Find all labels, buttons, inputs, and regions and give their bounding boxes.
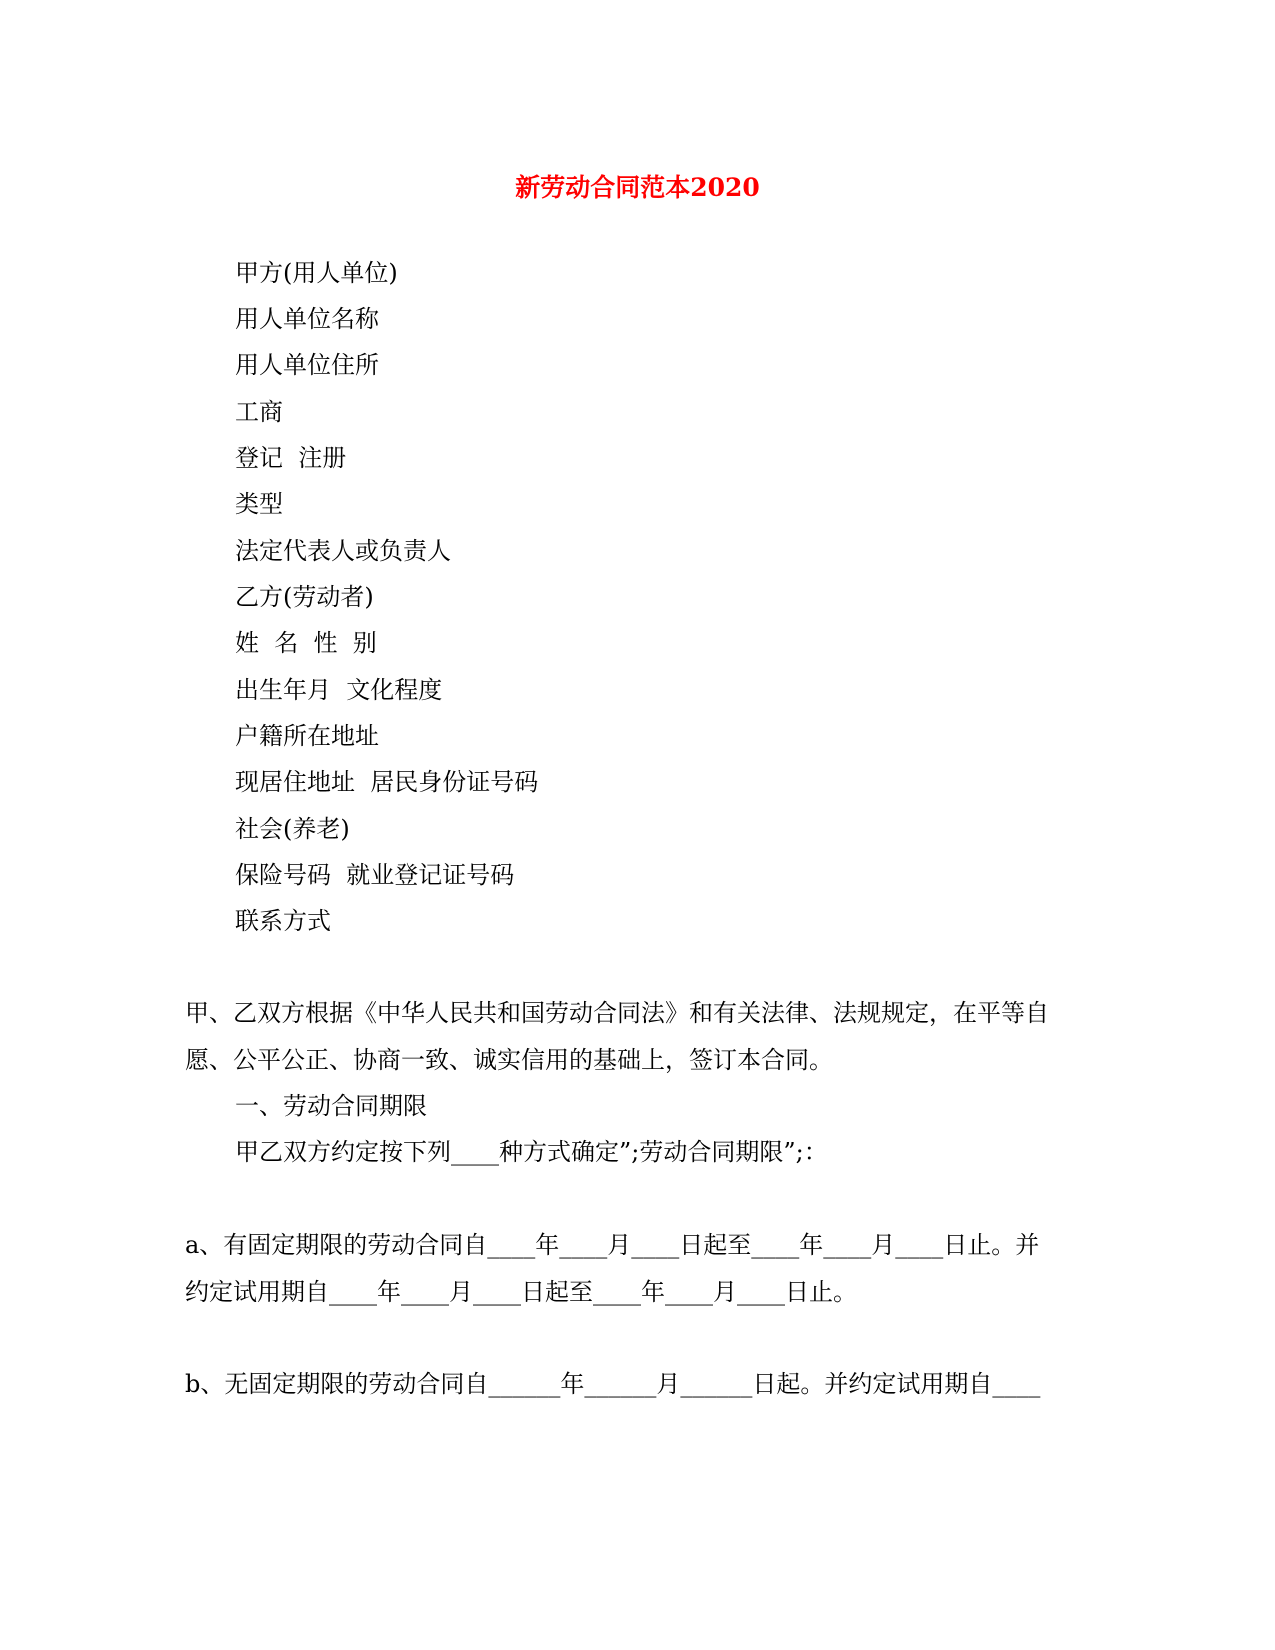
party-b-label: 乙方(劳动者): [235, 583, 374, 611]
option-b-line-1: b、无固定期限的劳动合同自______年______月______日起。并约定试用期自____: [185, 1370, 1041, 1398]
document-title: 新劳动合同范本2020: [515, 173, 760, 202]
type-label: 类型: [235, 490, 283, 518]
registration-label: 登记 注册: [235, 444, 347, 472]
employer-address-label: 用人单位住所: [235, 351, 379, 379]
option-a-line-1: a、有固定期限的劳动合同自____年____月____日起至____年____月____日止。并: [185, 1231, 1040, 1259]
party-a-label: 甲方(用人单位): [235, 259, 398, 287]
name-gender-label: 姓 名 性 别: [235, 629, 377, 657]
household-address-label: 户籍所在地址: [235, 722, 379, 750]
option-a-line-2: 约定试用期自____年____月____日起至____年____月____日止。: [185, 1278, 857, 1306]
preamble-line-2: 愿、公平公正、协商一致、诚实信用的基础上，签订本合同。: [185, 1046, 833, 1074]
contact-label: 联系方式: [235, 907, 331, 935]
business-label: 工商: [235, 398, 283, 426]
birth-education-label: 出生年月 文化程度: [235, 676, 443, 704]
employer-name-label: 用人单位名称: [235, 305, 379, 333]
section-1-heading: 一、劳动合同期限: [235, 1092, 427, 1120]
legal-representative-label: 法定代表人或负责人: [235, 537, 451, 565]
social-pension-label: 社会(养老): [235, 815, 350, 843]
preamble-line-1: 甲、乙双方根据《中华人民共和国劳动合同法》和有关法律、法规规定，在平等自: [185, 999, 1049, 1027]
residence-id-label: 现居住地址 居民身份证号码: [235, 768, 539, 796]
insurance-employment-label: 保险号码 就业登记证号码: [235, 861, 515, 889]
section-1-intro: 甲乙双方约定按下列____种方式确定”;劳动合同期限”;：: [235, 1138, 828, 1166]
